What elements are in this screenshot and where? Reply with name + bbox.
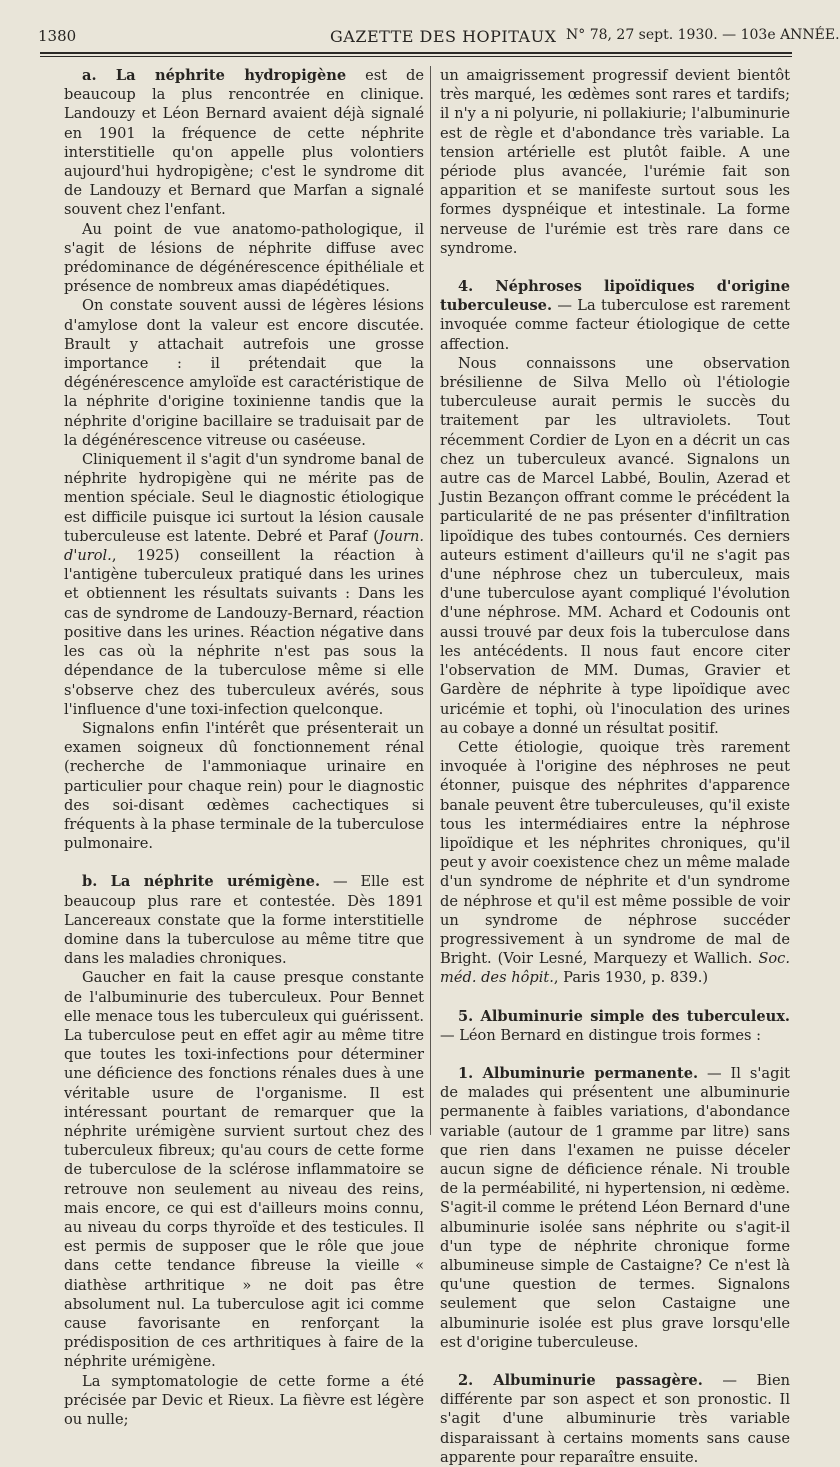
journal-title: GAZETTE DES HOPITAUX — [330, 27, 557, 46]
section-5-heading: 5. Albuminurie simple des tuberculeux. — [458, 1007, 790, 1025]
paragraph: Signalons enfin l'intérêt que présenterait un examen soigneux dû fonctionnement rénal (recherche de l'ammoniaque urinaire en particulier pour chaque rein) pour le diagnostic des soi-disant œdèmes cachectiques si fréquents à la phase terminale de la tuberculose pulmonaire. — [64, 719, 424, 853]
section-4-heading: 4. Néphroses lipoïdiques d'origine tuberculeuse. — [440, 278, 790, 315]
paragraph-section-5: 5. Albuminurie simple des tuberculeux. — Léon Bernard en distingue trois formes : — [440, 1007, 790, 1044]
issue-info: N° 78, 27 sept. 1930. — 103e ANNÉE. — [566, 27, 840, 43]
subsection-5-2-heading: 2. Albuminurie passagère. — [458, 1372, 703, 1389]
citation-journal: Journ. d'urol. — [64, 527, 424, 565]
paragraph-a-intro: a. La néphrite hydropigène est de beaucoup la plus rencontrée en clinique. Landouzy et Léon Bernard avaient déjà signalé en 1901 la fréquence de cette néphrite interstitielle qu'on appelle plus volontiers aujourd'hui hydropigène; c'est le syndrome dit de Landouzy et Bernard que Marfan a signalé souvent chez l'enfant. — [64, 67, 424, 219]
right-column — [440, 66, 790, 1466]
paragraph-5-2: 2. Albuminurie passagère. — Bien différente par son aspect et son pronostic. Il s'agit d'une albuminurie très variable disparaissant à certains moments sans cause apparente pour reparaître ensuite. — [440, 1372, 790, 1466]
paragraph: Au point de vue anatomo-pathologique, il s'agit de lésions de néphrite diffuse avec prédominance de dégénérescence épithéliale et présence de nombreux amas diapédétiques. — [64, 220, 424, 296]
paragraph: La symptomatologie de cette forme a été précisée par Devic et Rieux. La fièvre est légère ou nulle; — [64, 1372, 424, 1429]
section-a-heading: a. La néphrite hydropigène — [82, 67, 347, 84]
paragraph: Cliniquement il s'agit d'un syndrome banal de néphrite hydropigène qui ne mérite pas de mention spéciale. Seul le diagnostic étiologique est difficile puisque ici surtout la lésion causale tuberculeuse est latente. Debré et Paraf (Journ. d'urol., 1925) conseillent la réaction à l'antigène tuberculeux pratiqué dans les urines et obtiennent les résultats suivants : Dans les cas de syndrome de Landouzy-Bernard, réaction positive dans les urines. Réaction négative dans les cas où la néphrite n'est pas sous la dépendance de la tuberculose même si elle s'observe chez des tuberculeux avérés, sous l'influence d'une toxi-infection quelconque. — [64, 451, 424, 718]
paragraph: On constate souvent aussi de légères lésions d'amylose dont la valeur est encore discutée. Brault y attachait autrefois une grosse importance : il prétendait que la dégénérescence amyloïde est caractéristique de la néphrite d'origine toxinienne tandis que la néphrite d'origine bacillaire se traduisait par de la dégénérescence vitreuse ou caséeuse. — [64, 297, 424, 449]
page-number: 1380 — [38, 27, 77, 45]
paragraph-continued: un amaigrissement progressif devient bientôt très marqué, les œdèmes sont rares et tardifs; il n'y a ni polyurie, ni pollakiurie; l'albuminurie est de règle et d'abondance très variable. La tension artérielle est plutôt faible. A une période plus avancée, l'urémie fait son apparition et se manifeste surtout sous les formes dyspnéique et intestinale. La forme nerveuse de l'urémie est très rare dans ce syndrome. — [440, 67, 790, 257]
column-divider — [430, 66, 431, 1135]
paragraph: Cette étiologie, quoique très rarement invoquée à l'origine des néphroses ne peut étonner, puisque des néphrites d'apparence banale peuvent être tuberculeuses, qu'il existe tous les intermédiaires entre la néphrose lipoïdique et les néphrites chroniques, qu'il peut y avoir coexistence chez un même malade d'un syndrome de néphrite et d'un syndrome de néphrose et qu'il est même possible de voir un syndrome de néphrose succéder progressivement à un syndrome de mal de Bright. (Voir Lesné, Marquezy et Wallich. Soc. méd. des hôpit., Paris 1930, p. 839.) — [440, 738, 790, 987]
subsection-5-1-heading: 1. Albuminurie permanente. — [458, 1064, 699, 1082]
running-header — [0, 0, 840, 58]
paragraph-b-intro: b. La néphrite urémigène. — Elle est beaucoup plus rare et contestée. Dès 1891 Lancereaux constate que la forme interstitielle domine dans la tuberculose au même titre que dans les maladies chroniques. — [64, 873, 424, 968]
paragraph-section-4: 4. Néphroses lipoïdiques d'origine tuberculeuse. — La tuberculose est rarement invoquée comme facteur étiologique de cette affection. — [440, 278, 790, 353]
header-rule-thin — [40, 56, 792, 57]
paragraph: Gaucher en fait la cause presque constante de l'albuminurie des tuberculeux. Pour Bennet elle menace tous les tuberculeux qui guérissent. La tuberculose peut en effet agir au même titre que toutes les toxi-infections pour déterminer une déficience des fonctions rénales dues à une véritable usure de l'organisme. Il est intéressant pourtant de remarquer que la néphrite urémigène survient surtout chez des tuberculeux fibreux; qu'au cours de cette forme de tuberculose de la sclérose inflammatoire se retrouve non seulement au niveau des reins, mais encore, ce qui est d'ailleurs moins connu, au niveau du corps thyroïde et des testicules. Il est permis de supposer que le rôle que joue dans cette tendance fibreuse la vieille « diathèse arthritique » ne doit pas être absolument nul. La tuberculose agit ici comme cause favorisante en renforçant la prédisposition de ces arthritiques à faire de la néphrite urémigène. — [64, 969, 424, 1371]
paragraph-5-1: 1. Albuminurie permanente. — Il s'agit de malades qui présentent une albuminurie permanente à faibles variations, d'abondance variable (autour de 1 gramme par litre) sans que rien dans l'examen ne puisse déceler aucun signe de déficience rénale. Ni trouble de la perméabilité, ni hypertension, ni œdème. S'agit-il comme le prétend Léon Bernard d'une albuminurie isolée sans néphrite ou s'agit-il d'un type de néphrite chronique forme albumineuse simple de Castaigne? Ce n'est là qu'une question de termes. Signalons seulement que selon Castaigne une albuminurie isolée est plus grave lorsqu'elle est d'origine tuberculeuse. — [440, 1064, 790, 1351]
citation-journal: Soc. méd. des hôpit. — [440, 950, 790, 987]
section-b-heading: b. La néphrite urémigène. — [82, 873, 321, 891]
header-rule-thick — [40, 52, 792, 54]
left-column — [64, 66, 424, 1429]
paragraph: Nous connaissons une observation brésilienne de Silva Mello où l'étiologie tuberculeuse aurait permis le succès du traitement par les ultraviolets. Tout récemment Cordier de Lyon en a décrit un cas chez un tuberculeux avancé. Signalons un autre cas de Marcel Labbé, Boulin, Azerad et Justin Bezançon offrant comme le précédent la particularité de ne pas présenter d'infiltration lipoïdique des tubes contournés. Ces derniers auteurs estiment d'ailleurs qu'il ne s'agit pas d'une néphrose chez un tuberculeux, mais d'une tuberculose ayant compliqué l'évolution d'une néphrose. MM. Achard et Codounis ont aussi trouvé par deux fois la tuberculose dans les antécédents. Il nous faut encore citer l'observation de MM. Dumas, Gravier et Gardère de néphrite à type lipoïdique avec uricémie et tophi, où l'inoculation des urines au cobaye a donné un résultat positif. — [440, 354, 790, 737]
